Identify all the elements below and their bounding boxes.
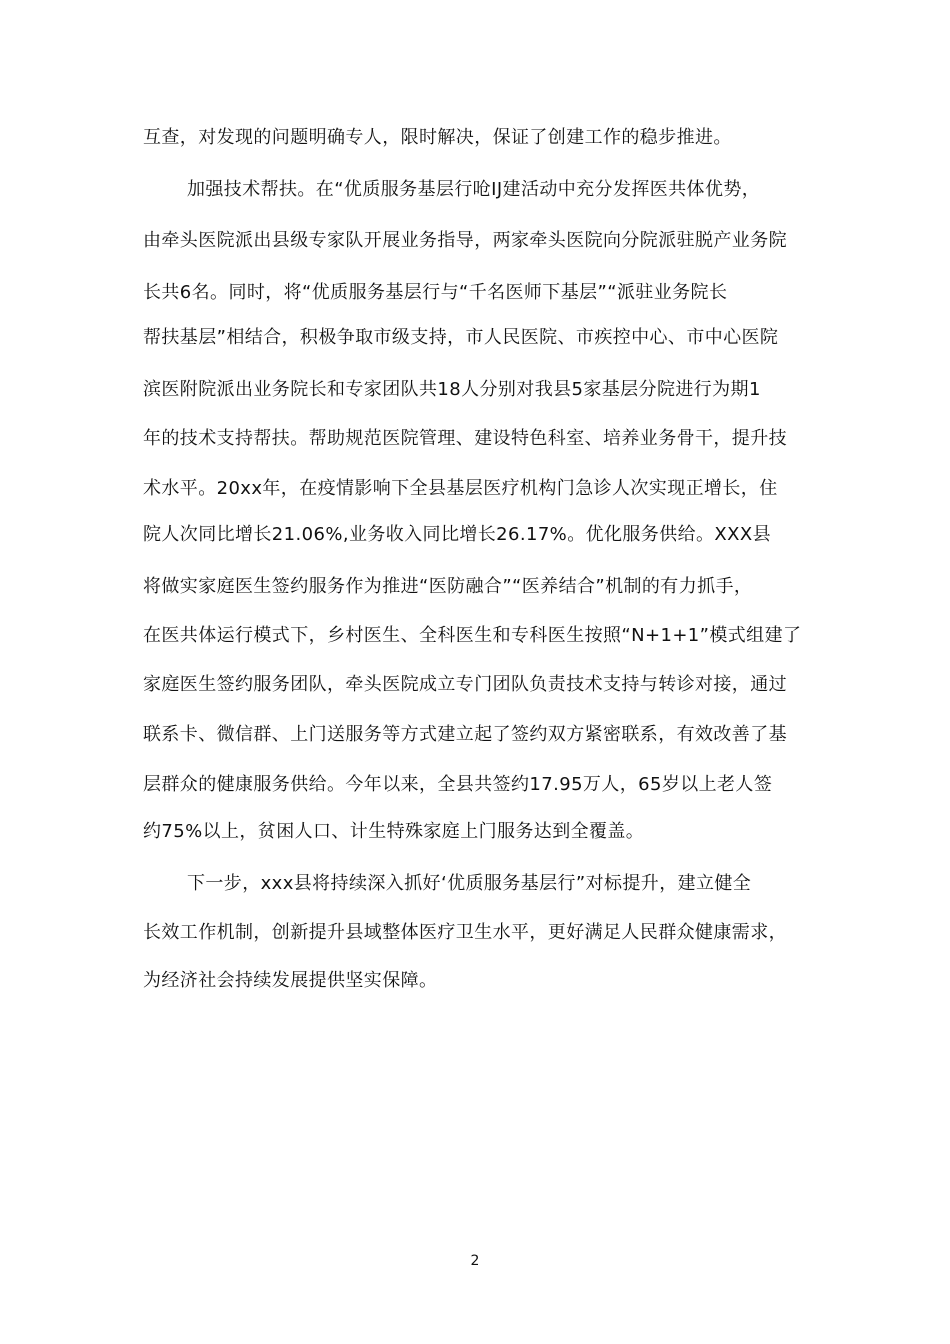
text-line: 联系卡、微信群、上门送服务等方式建立起了签约双方紧密联系，有效改善了基 <box>143 724 787 745</box>
paragraph-first-line: 加强技术帮扶。在“优质服务基层行呛IJ建活动中充分发挥医共体优势， <box>187 179 761 200</box>
text-line: 帮扶基层”相结合，积极争取市级支持，市人民医院、市疾控中心、市中心医院 <box>143 327 779 348</box>
text-line: 将做实家庭医生签约服务作为推进“医防融合”“医养结合”机制的有力抓手， <box>143 576 753 597</box>
text-line: 由牵头医院派出县级专家队开展业务指导，两家牵头医院向分院派驻脱产业务院 <box>143 230 787 251</box>
paragraph-first-line: 下一步，xxx县将持续深入抓好‘优质服务基层行”对标提升，建立健全 <box>187 873 752 894</box>
page-number: 2 <box>470 1253 480 1269</box>
text-line: 年的技术支持帮扶。帮助规范医院管理、建设特色科室、培养业务骨干，提升技 <box>143 428 787 449</box>
text-line: 家庭医生签约服务团队，牵头医院成立专门团队负责技术支持与转诊对接，通过 <box>143 674 787 695</box>
text-line: 院人次同比增长21.06%,业务收入同比增长26.17%。优化服务供给。XXX县 <box>143 524 771 545</box>
text-line: 在医共体运行模式下，乡村医生、全科医生和专科医生按照“N+1+1”模式组建了 <box>143 625 802 646</box>
text-line: 长共6名。同时，将“优质服务基层行与“千名医师下基层”“派驻业务院长 <box>143 282 728 303</box>
text-line: 术水平。20xx年，在疫情影响下全县基层医疗机构门急诊人次实现正增长，住 <box>143 478 778 499</box>
text-line: 层群众的健康服务供给。今年以来，全县共签约17.95万人，65岁以上老人签 <box>143 774 773 795</box>
text-line: 滨医附院派出业务院长和专家团队共18人分别对我县5家基层分院进行为期1 <box>143 379 761 400</box>
text-line: 长效工作机制，创新提升县域整体医疗卫生水平，更好满足人民群众健康需求， <box>143 922 787 943</box>
text-line: 互查，对发现的问题明确专人，限时解决，保证了创建工作的稳步推进。 <box>143 127 732 148</box>
text-line: 约75%以上，贫困人口、计生特殊家庭上门服务达到全覆盖。 <box>143 821 645 842</box>
text-line: 为经济社会持续发展提供坚实保障。 <box>143 970 438 991</box>
